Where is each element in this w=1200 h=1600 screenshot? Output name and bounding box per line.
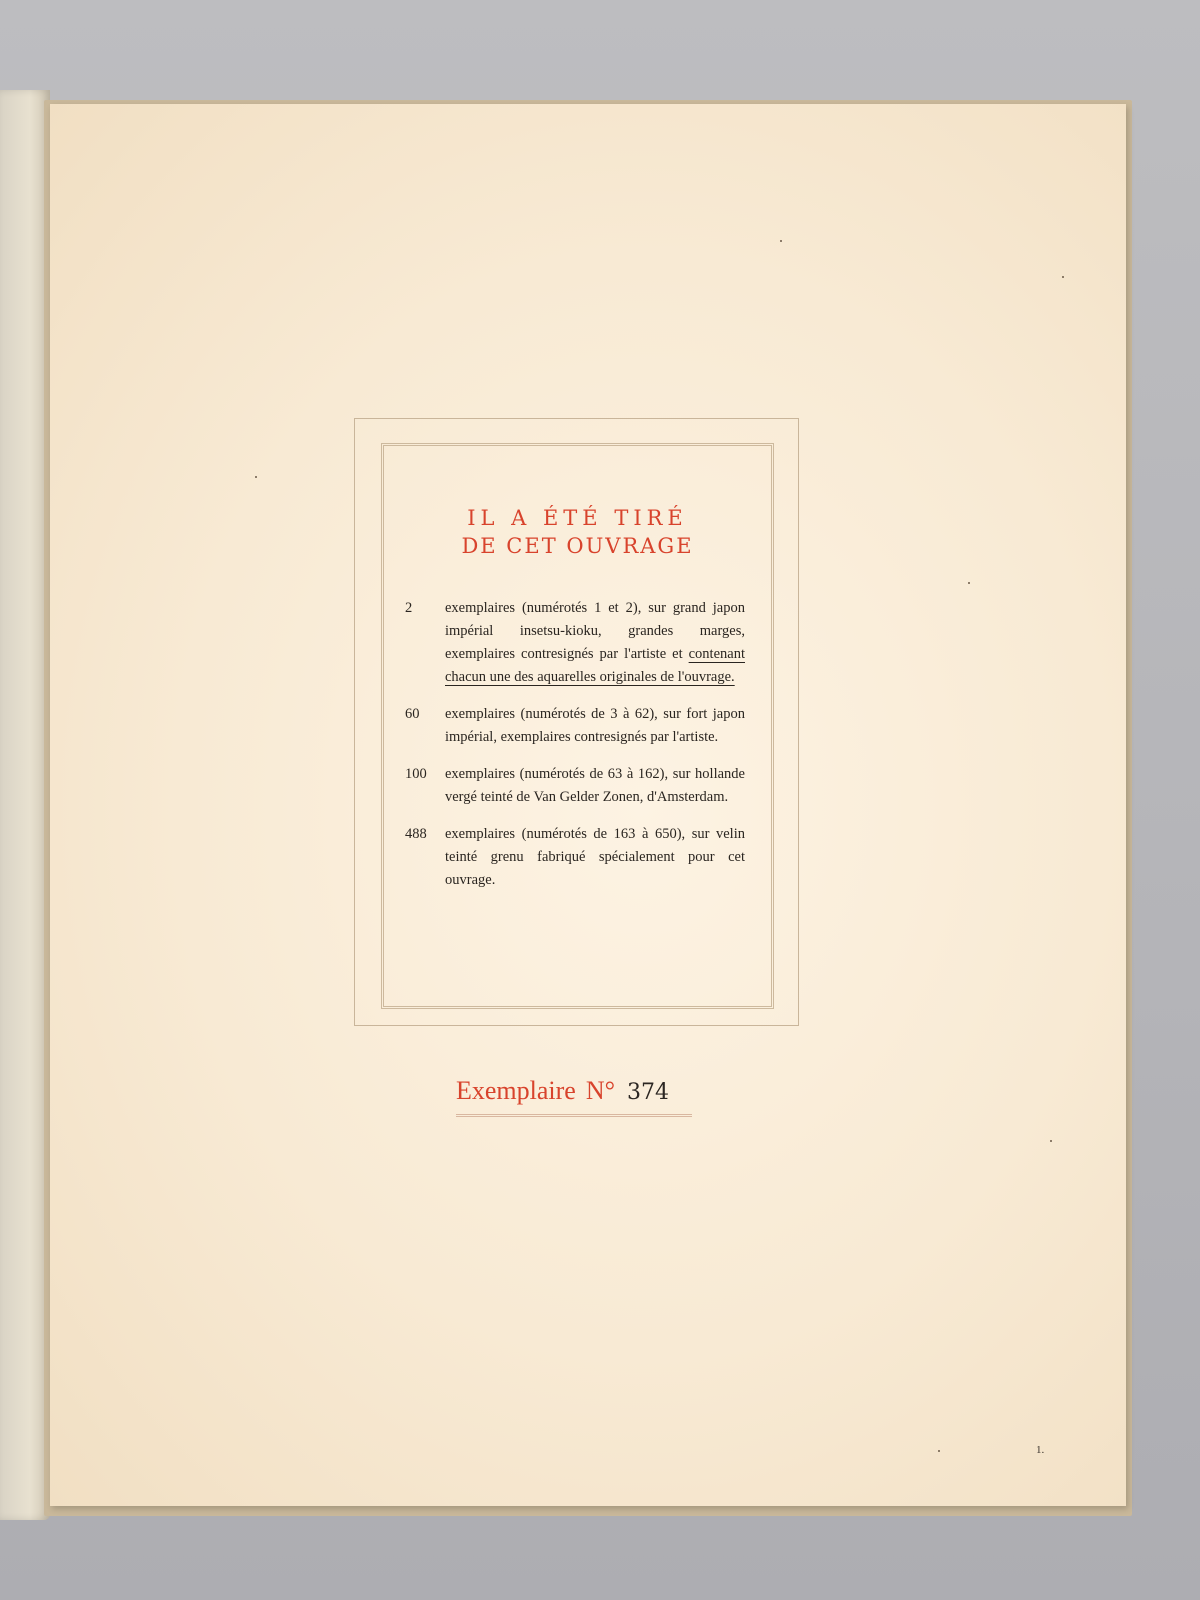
edition-text-underlined: contenant chacun une des aquarelles originales de l'ouvrage.: [445, 646, 745, 685]
paper-speck: [255, 476, 257, 478]
edition-text: exemplaires (numérotés 1 et 2), sur grand japon impérial insetsu-kioku, grandes marges, exemplaires contresignés par l'artiste et: [445, 600, 745, 662]
edition-count: 488: [405, 826, 427, 842]
edition-description: exemplaires (numérotés de 163 à 650), sur velin teinté grenu fabriqué spécialement pour cet ouvrage.: [445, 826, 745, 888]
edition-entry: [405, 763, 745, 809]
folio-number: 1.: [1036, 1444, 1045, 1456]
copy-number-rule: [456, 1114, 692, 1117]
paper-speck: [1050, 1140, 1052, 1142]
edition-count: 2: [405, 600, 413, 616]
edition-count: 100: [405, 766, 427, 782]
copy-number-line: [456, 1076, 696, 1106]
heading-line-1: IL A ÉTÉ TIRÉ: [467, 506, 688, 530]
limitation-heading: [381, 504, 774, 560]
edition-count: 60: [405, 706, 420, 722]
book-cover-edge: [0, 90, 50, 1520]
edition-description: exemplaires (numérotés de 3 à 62), sur fort japon impérial, exemplaires contresignés par l'artiste.: [445, 706, 745, 745]
copy-number-value: 374: [627, 1080, 670, 1105]
paper-speck: [938, 1450, 940, 1452]
paper-speck: [968, 582, 970, 584]
edition-entry: [405, 703, 745, 749]
heading-line-2: DE CET OUVRAGE: [461, 534, 694, 558]
paper-speck: [1062, 276, 1064, 278]
copy-label: Exemplaire: [456, 1076, 576, 1105]
edition-entry: [405, 823, 745, 892]
edition-description: [445, 597, 745, 689]
paper-speck: [780, 240, 782, 242]
number-sign: N°: [585, 1076, 616, 1105]
edition-list: [405, 597, 745, 906]
edition-entry: [405, 597, 745, 689]
edition-description: exemplaires (numérotés de 63 à 162), sur hollande vergé teinté de Van Gelder Zonen, d'Amsterdam.: [445, 766, 745, 805]
